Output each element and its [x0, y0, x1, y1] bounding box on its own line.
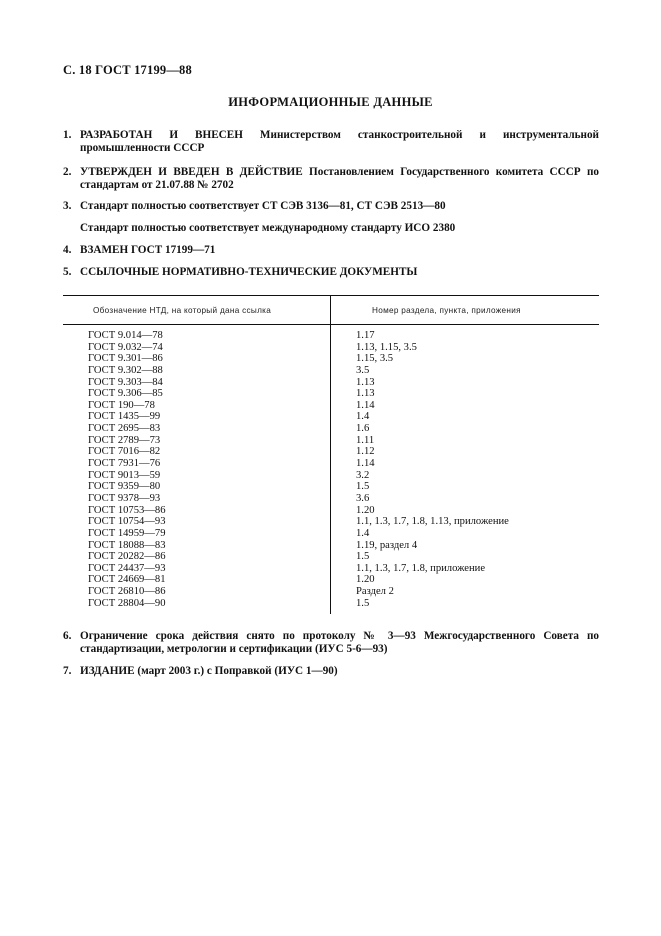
- ntd-designation: ГОСТ 7016—82: [88, 446, 161, 458]
- ntd-designation: ГОСТ 190—78: [88, 399, 155, 411]
- section-reference: 1.17: [356, 330, 375, 341]
- ntd-designation: ГОСТ 9.303—84: [88, 376, 163, 388]
- section-reference: 1.5: [356, 551, 370, 563]
- info-item-1: [63, 129, 599, 155]
- section-reference: Раздел 2: [356, 586, 394, 598]
- item-text: ИЗДАНИЕ (март 2003 г.) с Поправкой (ИУС 1—90): [80, 665, 338, 677]
- section-reference: 1.1, 1.3, 1.7, 1.8, приложение: [356, 562, 486, 574]
- table-row: [0, 353, 661, 365]
- item-number: 4.: [63, 244, 72, 256]
- item-text: РАЗРАБОТАН И ВНЕСЕН Министерством станкостроительной и инструментальной промышленности СССР: [80, 129, 599, 154]
- item-number: 5.: [63, 266, 72, 278]
- table-row: [0, 481, 661, 493]
- table-row: [0, 551, 661, 563]
- ntd-designation: ГОСТ 24669—81: [88, 574, 166, 586]
- section-reference: 1.20: [356, 504, 375, 516]
- table-row: [0, 435, 661, 447]
- ntd-designation: ГОСТ 9.032—74: [88, 341, 163, 353]
- info-item-2: [63, 166, 599, 192]
- table-row: [0, 470, 661, 482]
- table-row: [0, 528, 661, 540]
- item-number: 7.: [63, 665, 72, 677]
- ntd-designation: ГОСТ 9.301—86: [88, 353, 163, 365]
- table-header-designation: Обозначение НТД, на который дана ссылка: [93, 306, 272, 315]
- section-reference: 1.5: [356, 481, 370, 493]
- table-header-rule: [63, 324, 599, 325]
- section-reference: 1.4: [356, 527, 370, 539]
- table-row: [0, 598, 661, 610]
- table-row: [0, 411, 661, 423]
- section-reference: 1.13: [356, 376, 375, 388]
- info-item-4: [63, 244, 599, 257]
- ntd-designation: ГОСТ 9013—59: [88, 469, 161, 481]
- item-text: Стандарт полностью соответствует СТ СЭВ 3136—81, СТ СЭВ 2513—80: [80, 200, 446, 212]
- info-item-6: [63, 630, 599, 656]
- table-row: [0, 342, 661, 354]
- ntd-designation: ГОСТ 28804—90: [88, 597, 166, 609]
- section-reference: 1.15, 3.5: [356, 353, 394, 365]
- table-row: [0, 586, 661, 598]
- table-row: [0, 330, 661, 342]
- item-text: ССЫЛОЧНЫЕ НОРМАТИВНО-ТЕХНИЧЕСКИЕ ДОКУМЕНТЫ: [80, 266, 418, 278]
- section-reference: 1.13: [356, 388, 375, 400]
- section-reference: 1.12: [356, 446, 375, 458]
- section-reference: 1.1, 1.3, 1.7, 1.8, 1.13, приложение: [356, 516, 509, 528]
- item-number: 2.: [63, 166, 72, 178]
- section-reference: 1.4: [356, 411, 370, 423]
- section-reference: 3.5: [356, 364, 370, 376]
- section-reference: 3.6: [356, 492, 370, 504]
- table-row: [0, 493, 661, 505]
- table-row: [0, 563, 661, 575]
- item-text: УТВЕРЖДЕН И ВВЕДЕН В ДЕЙСТВИЕ Постановлением Государственного комитета СССР по стандартам от 21.07.88 № 2702: [80, 166, 599, 191]
- section-reference: 1.19, раздел 4: [356, 539, 418, 551]
- info-item-5: [63, 266, 599, 279]
- ntd-designation: ГОСТ 2695—83: [88, 423, 161, 435]
- page-header: С. 18 ГОСТ 17199—88: [63, 63, 192, 77]
- table-row: [0, 574, 661, 586]
- section-reference: 1.14: [356, 458, 375, 470]
- ntd-designation: ГОСТ 1435—99: [88, 411, 161, 423]
- ntd-designation: ГОСТ 2789—73: [88, 434, 161, 446]
- table-row: [0, 388, 661, 400]
- item-number: 1.: [63, 129, 72, 141]
- ntd-designation: ГОСТ 10753—86: [88, 504, 166, 516]
- table-header-section: Номер раздела, пункта, приложения: [372, 306, 521, 315]
- table-row: [0, 505, 661, 517]
- ntd-designation: ГОСТ 9359—80: [88, 481, 161, 493]
- info-item-3: [63, 200, 599, 213]
- ntd-designation: ГОСТ 24437—93: [88, 562, 166, 574]
- item-number: 3.: [63, 200, 72, 212]
- ntd-designation: ГОСТ 9378—93: [88, 492, 161, 504]
- ntd-designation: ГОСТ 9.014—78: [88, 330, 163, 341]
- table-top-rule: [63, 295, 599, 296]
- ntd-designation: ГОСТ 7931—76: [88, 458, 161, 470]
- item-number: 6.: [63, 630, 72, 642]
- ntd-designation: ГОСТ 18088—83: [88, 539, 166, 551]
- table-row: [0, 540, 661, 552]
- ntd-designation: ГОСТ 9.302—88: [88, 364, 163, 376]
- table-row: [0, 516, 661, 528]
- section-reference: 1.5: [356, 597, 370, 609]
- table-row: [0, 446, 661, 458]
- page-title: ИНФОРМАЦИОННЫЕ ДАННЫЕ: [228, 95, 433, 109]
- item-text: ВЗАМЕН ГОСТ 17199—71: [80, 244, 216, 256]
- section-reference: 1.6: [356, 423, 370, 435]
- item-text: Ограничение срока действия снято по протоколу № 3—93 Межгосударственного Совета по стандартизации, метрологии и сертификации (ИУС 5-6—93): [80, 630, 599, 655]
- section-reference: 1.11: [356, 434, 375, 446]
- table-row: [0, 400, 661, 412]
- section-reference: 1.13, 1.15, 3.5: [356, 341, 417, 353]
- ntd-designation: ГОСТ 9.306—85: [88, 388, 163, 400]
- ntd-designation: ГОСТ 14959—79: [88, 527, 166, 539]
- table-body: [0, 330, 661, 609]
- ntd-designation: ГОСТ 26810—86: [88, 586, 166, 598]
- section-reference: 1.14: [356, 399, 375, 411]
- section-reference: 3.2: [356, 469, 370, 481]
- table-row: [0, 458, 661, 470]
- info-item-3-note: Стандарт полностью соответствует международному стандарту ИСО 2380: [80, 222, 456, 234]
- info-item-7: [63, 665, 599, 678]
- table-row: [0, 365, 661, 377]
- ntd-designation: ГОСТ 10754—93: [88, 516, 166, 528]
- section-reference: 1.20: [356, 574, 375, 586]
- ntd-designation: ГОСТ 20282—86: [88, 551, 166, 563]
- table-row: [0, 377, 661, 389]
- table-row: [0, 423, 661, 435]
